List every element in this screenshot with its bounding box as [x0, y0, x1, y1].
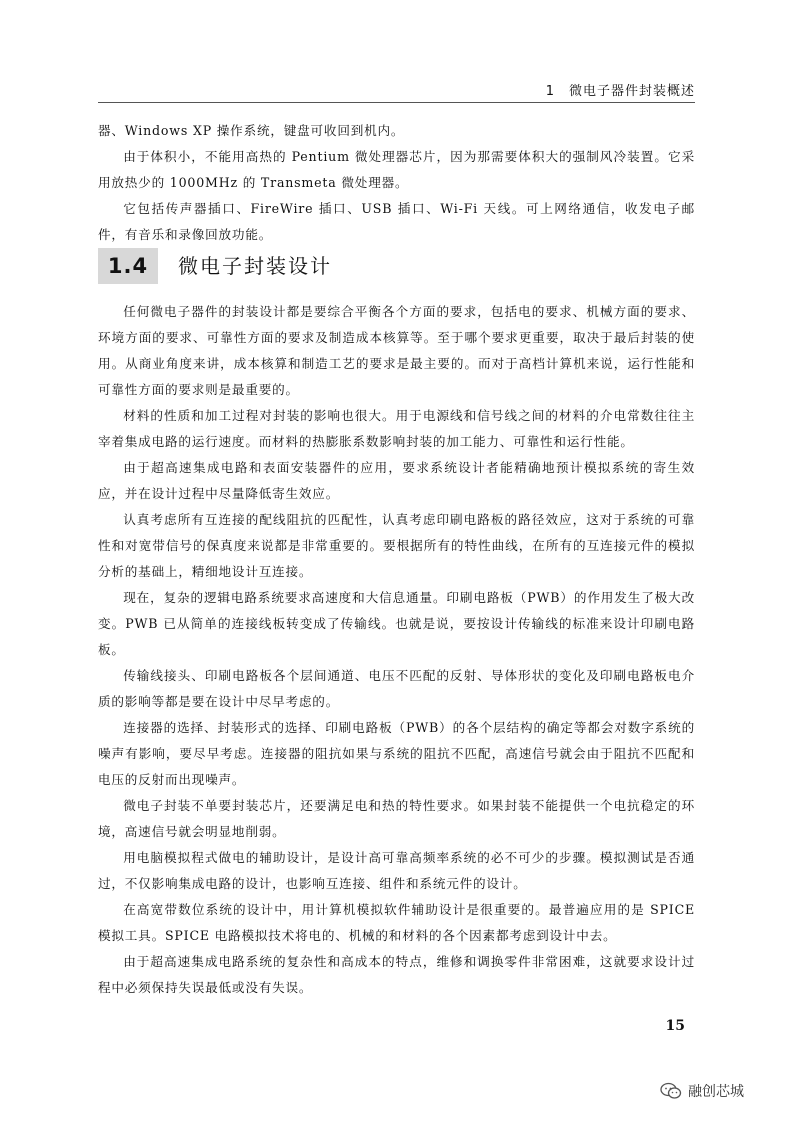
paragraph: 它包括传声器插口、FireWire 插口、USB 插口、Wi-Fi 天线。可上网络通信，收发电子邮件，有音乐和录像回放功能。: [98, 201, 695, 242]
section-body: [98, 299, 695, 1001]
section-heading: [98, 248, 695, 284]
paragraph: 任何微电子器件的封装设计都是要综合平衡各个方面的要求，包括电的要求、机械方面的要求、环境方面的要求、可靠性方面的要求及制造成本核算等。至于哪个要求更重要，取决于最后封装的使用。从商业角度来讲，成本核算和制造工艺的要求是最主要的。而对于高档计算机来说，运行性能和可靠性方面的要求则是最重要的。: [98, 304, 695, 397]
header-chapter: [546, 80, 695, 99]
intro-text: [98, 118, 695, 248]
watermark-text: 融创芯城: [688, 1084, 744, 1100]
paragraph: 微电子封装不单要封装芯片，还要满足电和热的特性要求。如果封装不能提供一个电抗稳定的环境，高速信号就会明显地削弱。: [98, 798, 695, 839]
page-number: 15: [665, 1018, 685, 1034]
section-title: 微电子封装设计: [178, 254, 332, 278]
wechat-icon: [660, 1082, 682, 1100]
paragraph: 器、Windows XP 操作系统，键盘可收回到机内。: [98, 123, 405, 138]
chapter-number: 1: [545, 84, 555, 99]
paragraph: 现在，复杂的逻辑电路系统要求高速度和大信息通量。印刷电路板（PWB）的作用发生了极大改变。PWB 已从简单的连接线板转变成了传输线。也就是说，要按设计传输线的标准来设计印刷电路板。: [98, 590, 695, 657]
paragraph: 材料的性质和加工过程对封装的影响也很大。用于电源线和信号线之间的材料的介电常数往往主宰着集成电路的运行速度。而材料的热膨胀系数影响封装的加工能力、可靠性和运行性能。: [98, 408, 695, 449]
section-number: 1.4: [98, 248, 158, 284]
paragraph: 在高宽带数位系统的设计中，用计算机模拟软件辅助设计是很重要的。最普遍应用的是 SPICE 模拟工具。SPICE 电路模拟技术将电的、机械的和材料的各个因素都考虑到设计中去。: [98, 902, 695, 943]
paragraph: 传输线接头、印刷电路板各个层间通道、电压不匹配的反射、导体形状的变化及印刷电路板电介质的影响等都是要在设计中尽早考虑的。: [98, 668, 695, 709]
paragraph: 由于超高速集成电路系统的复杂性和高成本的特点，维修和调换零件非常困难，这就要求设计过程中必须保持失误最低或没有失误。: [98, 954, 695, 995]
watermark: [660, 1079, 744, 1103]
chapter-title: 微电子器件封装概述: [568, 84, 695, 99]
paragraph: 由于超高速集成电路和表面安装器件的应用，要求系统设计者能精确地预计模拟系统的寄生效应，并在设计过程中尽量降低寄生效应。: [98, 460, 695, 501]
paragraph: 认真考虑所有互连接的配线阻抗的匹配性，认真考虑印刷电路板的路径效应，这对于系统的可靠性和对宽带信号的保真度来说都是非常重要的。要根据所有的特性曲线，在所有的互连接元件的模拟分析的基础上，精细地设计互连接。: [98, 512, 695, 579]
running-header: [98, 78, 695, 103]
paragraph: 用电脑模拟程式做电的辅助设计，是设计高可靠高频率系统的必不可少的步骤。模拟测试是否通过，不仅影响集成电路的设计，也影响互连接、组件和系统元件的设计。: [98, 850, 695, 891]
paragraph: 由于体积小，不能用高热的 Pentium 微处理器芯片，因为那需要体积大的强制风冷装置。它采用放热少的 1000MHz 的 Transmeta 微处理器。: [98, 149, 695, 190]
paragraph: 连接器的选择、封装形式的选择、印刷电路板（PWB）的各个层结构的确定等都会对数字系统的噪声有影响，要尽早考虑。连接器的阻抗如果与系统的阻抗不匹配，高速信号就会由于阻抗不匹配和电压的反射而出现噪声。: [98, 720, 695, 787]
